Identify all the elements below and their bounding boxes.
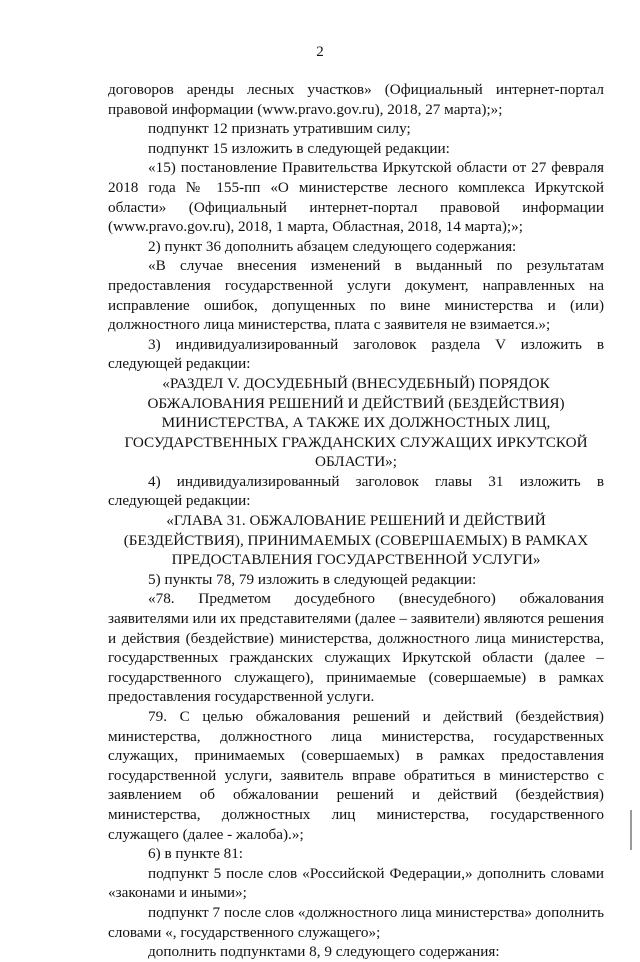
paragraph: «15) постановление Правительства Иркутской области от 27 февраля 2018 года № 155-пп «О министерстве лесного комплекса Иркутской области» (Официальный интернет-портал правовой информации (www.pravo.gov.ru), 2018, 1 марта, Областная, 2018, 14 марта);»; bbox=[108, 159, 604, 236]
paragraph: подпункт 12 признать утратившим силу; bbox=[148, 120, 411, 138]
paragraph: 4) индивидуализированный заголовок главы 31 изложить в следующей редакции: bbox=[108, 472, 604, 510]
chapter-heading: «ГЛАВА 31. ОБЖАЛОВАНИЕ РЕШЕНИЙ И ДЕЙСТВИЙ (БЕЗДЕЙСТВИЯ), ПРИНИМАЕМЫХ (СОВЕРШАЕМЫХ) В РАМКАХ ПРЕДОСТАВЛЕНИЯ ГОСУДАРСТВЕННОЙ УСЛУГИ» bbox=[123, 512, 589, 569]
paragraph: 79. С целью обжалования решений и действий (бездействия) министерства, должностного лица министерства, государственных служащих, принимаемых (совершаемых) в рамках предоставления государственной услуги, заявитель вправе обратиться в министерство с заявлением об обжаловании решений и действий (бездействия) министерства, должностных лиц министерства, государственного служащего (далее - жалоба).»; bbox=[108, 708, 604, 843]
paragraph: 2) пункт 36 дополнить абзацем следующего содержания: bbox=[148, 237, 517, 255]
paragraph: подпункт 5 после слов «Российской Федерации,» дополнить словами «законами и иными»; bbox=[108, 864, 604, 902]
document-body bbox=[108, 80, 604, 962]
paragraph: 6) в пункте 81: bbox=[148, 845, 244, 863]
paragraph: дополнить подпунктами 8, 9 следующего содержания: bbox=[148, 943, 500, 961]
paragraph: 3) индивидуализированный заголовок раздела V изложить в следующей редакции: bbox=[108, 335, 604, 373]
paragraph: 5) пункты 78, 79 изложить в следующей редакции: bbox=[148, 570, 477, 588]
paragraph: договоров аренды лесных участков» (Официальный интернет-портал правовой информации (www.pravo.gov.ru), 2018, 27 марта);»; bbox=[108, 81, 604, 118]
paragraph: подпункт 7 после слов «должностного лица министерства» дополнить словами «, государственного служащего»; bbox=[108, 903, 604, 941]
section-heading: «РАЗДЕЛ V. ДОСУДЕБНЫЙ (ВНЕСУДЕБНЫЙ) ПОРЯДОК ОБЖАЛОВАНИЯ РЕШЕНИЙ И ДЕЙСТВИЙ (БЕЗДЕЙСТВИЯ) МИНИСТЕРСТВА, А ТАКЖЕ ИХ ДОЛЖНОСТНЫХ ЛИЦ, ГОСУДАРСТВЕННЫХ ГРАЖДАНСКИХ СЛУЖАЩИХ ИРКУТСКОЙ ОБЛАСТИ»; bbox=[124, 374, 588, 471]
page-number: 2 bbox=[316, 44, 324, 60]
paragraph: «В случае внесения изменений в выданный по результатам предоставления государственной услуги документ, направленных на исправление ошибок, допущенных по вине министерства и (или) должностного лица министерства, плата с заявителя не взимается.»; bbox=[108, 257, 604, 334]
scan-edge-mark bbox=[630, 810, 632, 850]
paragraph: «78. Предметом досудебного (внесудебного) обжалования заявителями или их представителями (далее – заявители) являются решения и действия (бездействие) министерства, должностного лица министерства, государственных гражданских служащих Иркутской области (далее – государственного служащего), принимаемые (совершаемые) в рамках предоставления государственной услуги. bbox=[108, 590, 604, 706]
paragraph: подпункт 15 изложить в следующей редакции: bbox=[148, 139, 450, 157]
